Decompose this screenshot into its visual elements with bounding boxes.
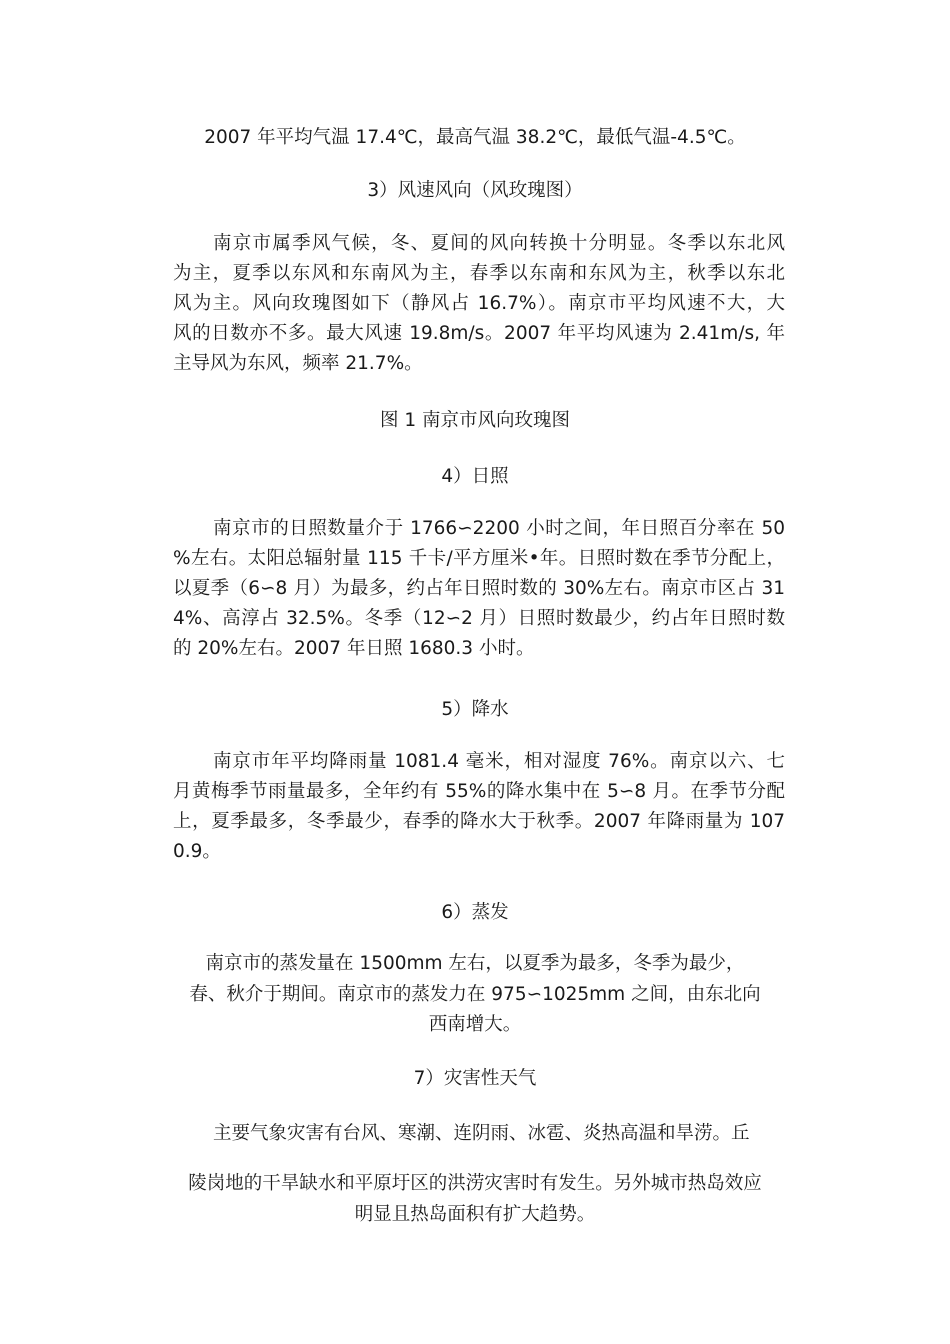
evaporation-line: 南京市的蒸发量在 1500mm 左右，以夏季为最多，冬季为最少， (205, 953, 745, 974)
section-heading-sunshine: 4）日照 (441, 466, 509, 487)
paragraph-line: %左右。太阳总辐射量 115 千卡/平方厘米•年。日照时数在季节分配上， (173, 548, 785, 569)
section-heading-evaporation: 6）蒸发 (441, 902, 509, 923)
hazard-line: 明显且热岛面积有扩大趋势。 (354, 1204, 596, 1225)
paragraph-line: 风为主。风向玫瑰图如下（静风占 16.7%）。南京市平均风速不大，大 (173, 293, 785, 314)
paragraph-line: 风的日数亦不多。最大风速 19.8m/s。2007 年平均风速为 2.41m/s, 年 (173, 323, 785, 344)
section-heading-hazardous-weather: 7）灾害性天气 (413, 1068, 537, 1089)
paragraph-line: 月黄梅季节雨量最多，全年约有 55%的降水集中在 5∽8 月。在季节分配 (173, 781, 785, 802)
evaporation-line: 西南增大。 (428, 1014, 522, 1035)
section-heading-wind: 3）风速风向（风玫瑰图） (367, 180, 583, 201)
temperature-summary: 2007 年平均气温 17.4℃，最高气温 38.2℃，最低气温-4.5℃。 (204, 127, 746, 148)
precipitation-paragraph (173, 747, 785, 867)
paragraph-line: 南京市的日照数量介于 1766∽2200 小时之间，年日照百分率在 50 (213, 518, 785, 539)
hazard-line-first: 主要气象灾害有台风、寒潮、连阴雨、冰雹、炎热高温和旱涝。丘 (213, 1123, 750, 1144)
evaporation-line: 春、秋介于期间。南京市的蒸发力在 975∽1025mm 之间，由东北向 (189, 984, 761, 1005)
paragraph-line: 4%、高淳占 32.5%。冬季（12∽2 月）日照时数最少，约占年日照时数 (173, 608, 785, 629)
paragraph-line: 南京市年平均降雨量 1081.4 毫米，相对湿度 76%。南京以六、七 (213, 751, 785, 772)
paragraph-line: 主导风为东风，频率 21.7%。 (173, 353, 423, 374)
paragraph-line: 以夏季（6∽8 月）为最多，约占年日照时数的 30%左右。南京市区占 31 (173, 578, 785, 599)
paragraph-line: 0.9。 (173, 841, 221, 862)
paragraph-line: 上，夏季最多，冬季最少，春季的降水大于秋季。2007 年降雨量为 107 (173, 811, 785, 832)
section-heading-precipitation: 5）降水 (441, 699, 509, 720)
hazard-line: 陵岗地的干旱缺水和平原圩区的洪涝灾害时有发生。另外城市热岛效应 (188, 1173, 762, 1194)
paragraph-line: 的 20%左右。2007 年日照 1680.3 小时。 (173, 638, 535, 659)
wind-paragraph (173, 229, 785, 379)
sunshine-paragraph (173, 514, 785, 664)
paragraph-line: 南京市属季风气候，冬、夏间的风向转换十分明显。冬季以东北风 (213, 233, 785, 254)
paragraph-line: 为主，夏季以东风和东南风为主，春季以东南和东风为主，秋季以东北 (173, 263, 785, 284)
figure-caption: 图 1 南京市风向玫瑰图 (379, 410, 571, 431)
